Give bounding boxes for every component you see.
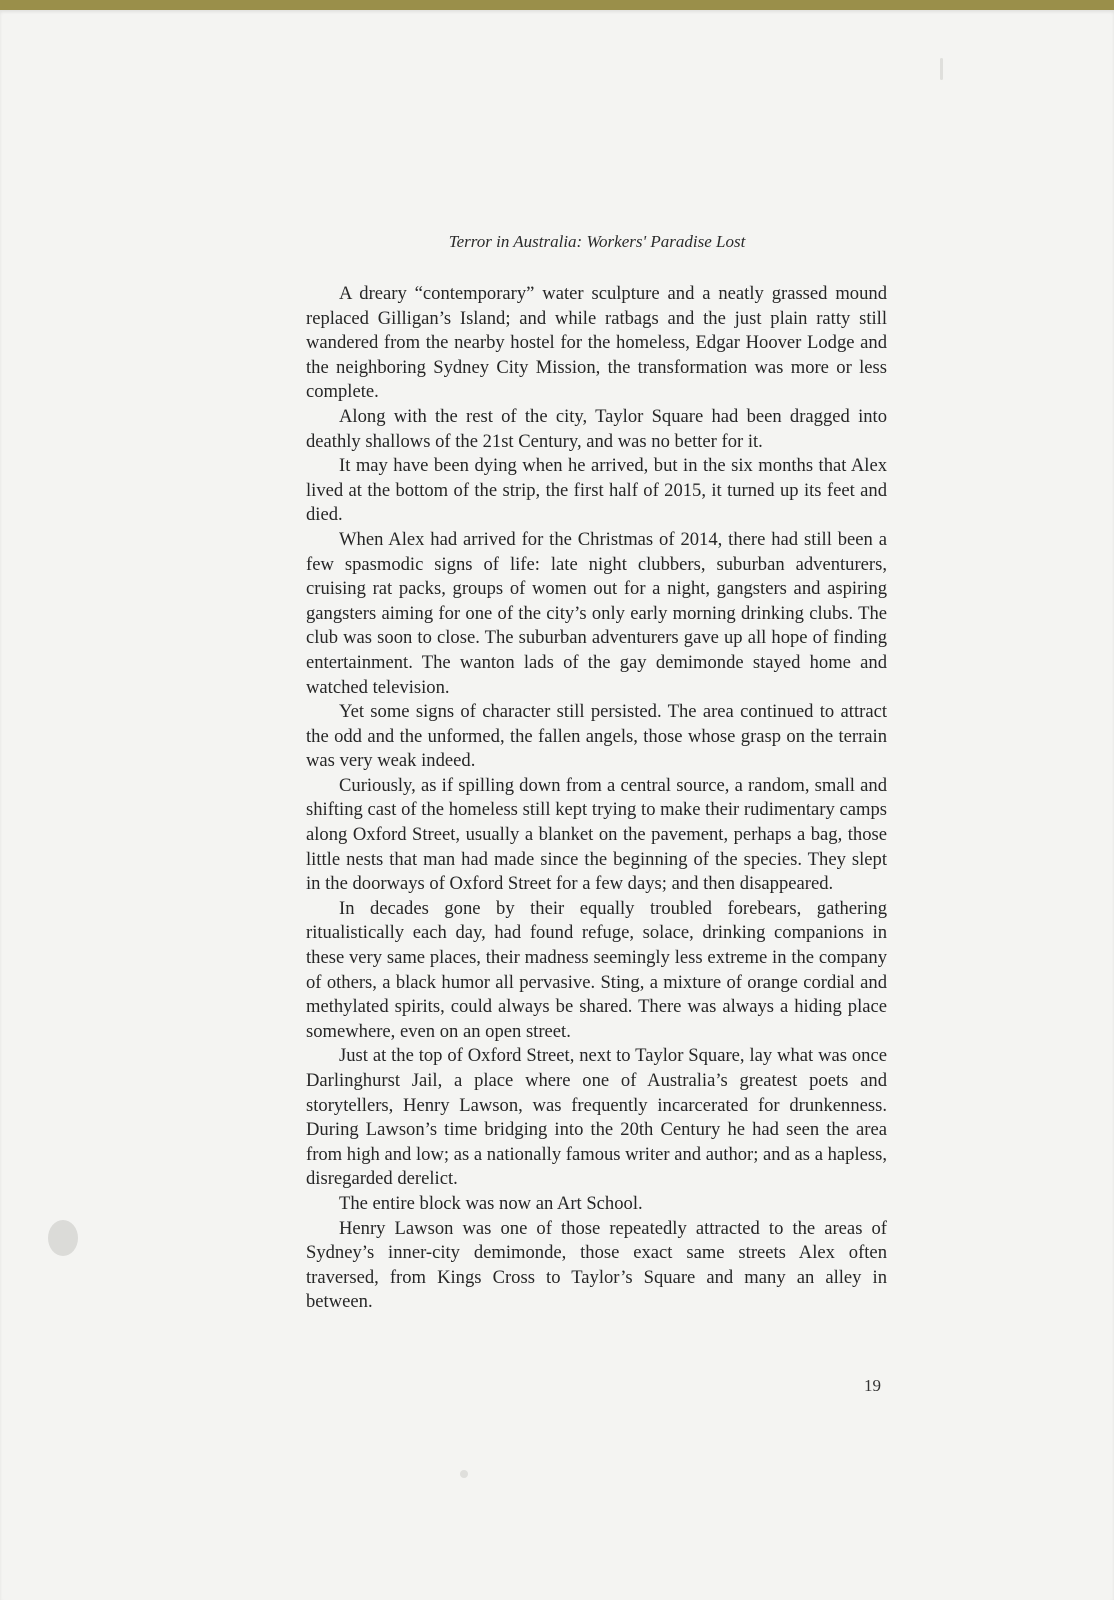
- paper-speck: [940, 58, 943, 80]
- paragraph: The entire block was now an Art School.: [339, 1192, 643, 1214]
- paragraph: When Alex had arrived for the Christmas of 2014, there had still been a few spasmodic signs of life: late night clubbers, suburban adventurers, cruising rat packs, groups of women out for a night, gangsters and aspiring gangsters aiming for one of the city’s only early morning drinking clubs. The club was soon to close. The suburban adventurers gave up all hope of finding entertainment. The wanton lads of the gay demimonde stayed home and watched television.: [306, 528, 887, 698]
- running-head: Terror in Australia: Workers' Paradise Lost: [448, 232, 746, 251]
- body-text: [306, 282, 887, 1315]
- book-page: [0, 10, 1114, 1600]
- paper-speck: [48, 1220, 78, 1256]
- paragraph: Along with the rest of the city, Taylor Square had been dragged into deathly shallows of the 21st Century, and was no better for it.: [306, 405, 887, 452]
- page-number: 19: [864, 1376, 881, 1395]
- paragraph: Yet some signs of character still persisted. The area continued to attract the odd and the unformed, the fallen angels, those whose grasp on the terrain was very weak indeed.: [306, 701, 887, 772]
- paragraph: A dreary “contemporary” water sculpture and a neatly grassed mound replaced Gilligan’s Island; and while ratbags and the just plain ratty still wandered from the nearby hostel for the homeless, Edgar Hoover Lodge and the neighboring Sydney City Mission, the transformation was more or less complete.: [306, 283, 887, 403]
- paragraph: In decades gone by their equally troubled forebears, gathering ritualistically each day, had found refuge, solace, drinking companions in these very same places, their madness seemingly less extreme in the company of others, a black humor all pervasive. Sting, a mixture of orange cordial and methylated spirits, could always be shared. There was always a hiding place somewhere, even on an open street.: [306, 897, 887, 1042]
- paragraph: Curiously, as if spilling down from a central source, a random, small and shifting cast of the homeless still kept trying to make their rudimentary camps along Oxford Street, usually a blanket on the pavement, perhaps a bag, those little nests that man had made since the beginning of the species. They slept in the doorways of Oxford Street for a few days; and then disappeared.: [306, 774, 887, 895]
- paragraph: Henry Lawson was one of those repeatedly attracted to the areas of Sydney’s inner-city demimonde, those exact same streets Alex often traversed, from Kings Cross to Taylor’s Square and many an alley in between.: [306, 1217, 887, 1313]
- paragraph: It may have been dying when he arrived, but in the six months that Alex lived at the bottom of the strip, the first half of 2015, it turned up its feet and died.: [306, 455, 887, 526]
- paper-speck: [460, 1470, 468, 1478]
- paragraph: Just at the top of Oxford Street, next to Taylor Square, lay what was once Darlinghurst Jail, a place where one of Australia’s greatest poets and storytellers, Henry Lawson, was frequently incarcerated for drunkenness. During Lawson’s time bridging into the 20th Century he had seen the area from high and low; as a nationally famous writer and author; and as a hapless, disregarded derelict.: [306, 1045, 887, 1190]
